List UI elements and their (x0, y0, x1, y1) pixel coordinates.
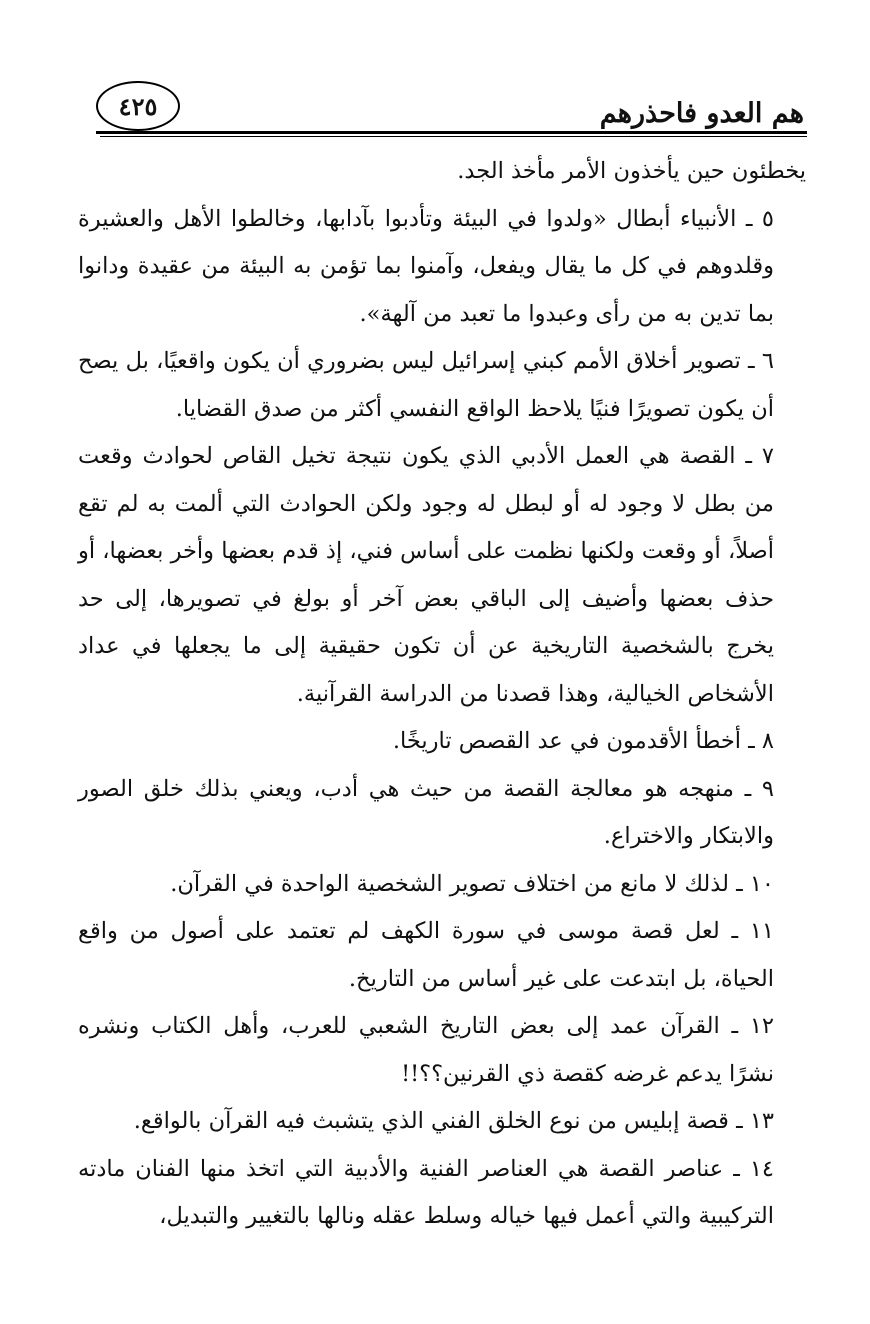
list-item-10: ١٠ ـ لذلك لا مانع من اختلاف تصوير الشخصية الواحدة في القرآن. (170, 870, 774, 897)
paragraph-continuation: يخطئون حين يأخذون الأمر مأخذ الجد. (457, 158, 806, 184)
running-title: هم العدو فاحذرهم (599, 98, 804, 129)
page-number: ٤٢٥ (96, 81, 180, 131)
header-rule (96, 131, 807, 134)
body-text (78, 148, 806, 1241)
header-rule-thin (100, 136, 807, 137)
list-item-14: ١٤ ـ عناصر القصة هي العناصر الفنية والأدبية التي اتخذ منها الفنان مادته التركيبية والتي أعمل فيها خياله وسلط عقله ونالها بالتغيير والتبديل، (78, 1155, 774, 1229)
list-item-7: ٧ ـ القصة هي العمل الأدبي الذي يكون نتيجة تخيل القاص لحوادث وقعت من بطل لا وجود له أو لبطل له وجود ولكن الحوادث التي ألمت به لم تقع أصلاً، أو وقعت ولكنها نظمت على أساس فني، إذ قدم بعضها وأخر بعضها، أو حذف بعضها وأضيف إلى الباقي بعض آخر أو بولغ في تصويرها، إلى حد يخرج بالشخصية التاريخية عن أن تكون حقيقية إلى ما يجعلها في عداد الأشخاص الخيالية، وهذا قصدنا من الدراسة القرآنية. (78, 443, 774, 707)
list-item-12: ١٢ ـ القرآن عمد إلى بعض التاريخ الشعبي للعرب، وأهل الكتاب ونشره نشرًا يدعم غرضه كقصة ذي القرنين؟؟!! (78, 1013, 774, 1087)
list-item-13: ١٣ ـ قصة إبليس من نوع الخلق الفني الذي يتشبث فيه القرآن بالواقع. (133, 1108, 774, 1134)
list-item-9: ٩ ـ منهجه هو معالجة القصة من حيث هي أدب، ويعني بذلك خلق الصور والابتكار والاختراع. (78, 775, 774, 849)
list-item-11: ١١ ـ لعل قصة موسى في سورة الكهف لم تعتمد على أصول من واقع الحياة، بل ابتدعت على غير أساس من التاريخ. (78, 918, 774, 992)
list-item-6: ٦ ـ تصوير أخلاق الأمم كبني إسرائيل ليس بضروري أن يكون واقعيًا، بل يصح أن يكون تصويرًا فنيًا يلاحظ الواقع النفسي أكثر من صدق القضايا. (78, 348, 774, 422)
list-item-8: ٨ ـ أخطأ الأقدمون في عد القصص تاريخًا. (392, 728, 774, 754)
list-item-5: ٥ ـ الأنبياء أبطال «ولدوا في البيئة وتأدبوا بآدابها، وخالطوا الأهل والعشيرة وقلدوهم في كل ما يقال ويفعل، وآمنوا بما تؤمن به البيئة من عقيدة ودانوا بما تدين به من رأى وعبدوا ما تعبد من آلهة». (78, 205, 774, 327)
